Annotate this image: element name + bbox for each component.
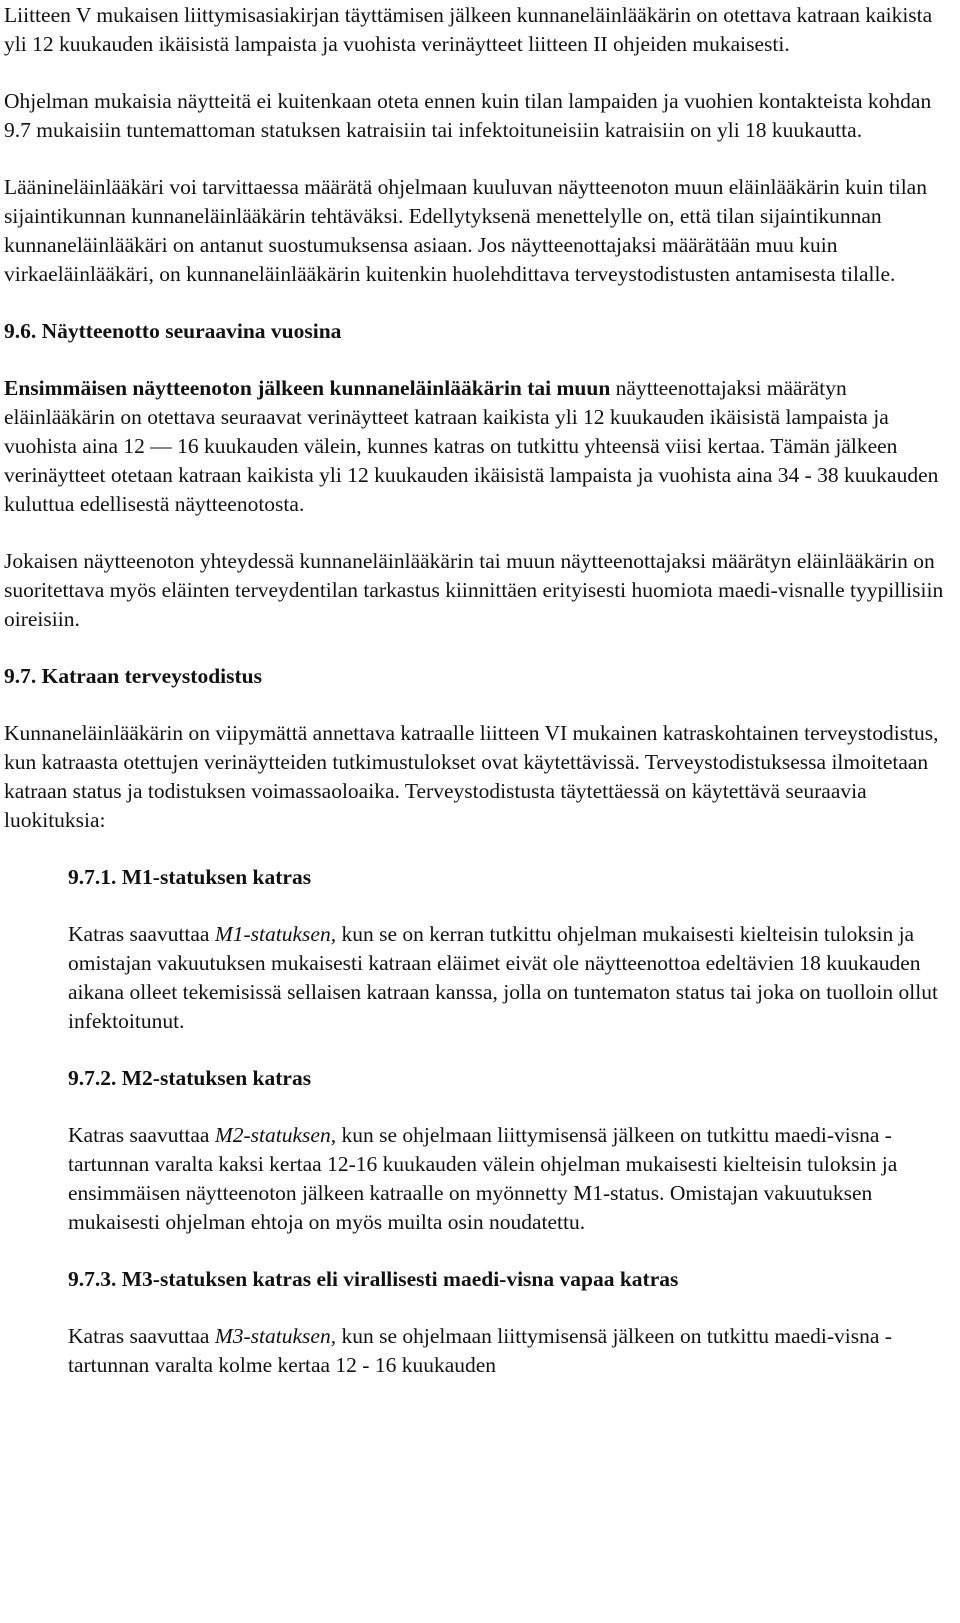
paragraph-provincial-vet: Läänineläinlääkäri voi tarvittaessa määrätä ohjelmaan kuuluvan näytteenoton muun eläinlääkärin kuin tilan sijaintikunnan kunnaneläinlääkärin tehtäväksi. Edellytyksenä menettelylle on, että tilan sijaintikunnan kunnaneläinlääkäri on antanut suostumuksensa asiaan. Jos näytteenottajaksi määrätään muu kuin virkaeläinlääkäri, on kunnaneläinlääkärin kuitenkin huolehdittava terveystodistusten antamisesta tilalle.	[4, 175, 927, 286]
paragraph-lead: Katras saavuttaa	[68, 1324, 215, 1348]
paragraph-body: kun se ohjelmaan liittymisensä jälkeen on tutkittu maedi-visna -tartunnan varalta kaksi kertaa 12-16 kuukauden välein ohjelman mukaisesti kielteisin tuloksin ja ensimmäisen näytteenoton jälkeen katraalle on myönnetty M1-status. Omistajan vakuutuksen mukaisesti ohjelman ehtoja on myös muilta osin noudatettu.	[68, 1123, 898, 1234]
paragraph-m2-status	[68, 1121, 949, 1237]
paragraph-health-certificate: Kunnaneläinlääkärin on viipymättä annettava katraalle liitteen VI mukainen katraskohtainen terveystodistus, kun katraasta otettujen verinäytteiden tutkimustulokset ovat käytettävissä. Terveystodistuksessa ilmoitetaan katraan status ja todistuksen voimassaoloaika. Terveystodistusta täytettäessä on käytettävä seuraavia luokituksia:	[4, 721, 939, 832]
paragraph-bold-lead: Ensimmäisen näytteenoton jälkeen kunnaneläinlääkärin tai muun	[4, 376, 611, 400]
paragraph-lead: Katras saavuttaa	[68, 922, 215, 946]
paragraph-body: näytteenottajaksi määrätyn eläinlääkärin on otettava seuraavat verinäytteet katraan kaikista yli 12 kuukauden ikäisistä lampaista ja vuohista aina 12 — 16 kuukauden välein, kunnes katras on tutkittu yhteensä viisi kertaa. Tämän jälkeen verinäytteet otetaan katraan kaikista yli 12 kuukauden ikäisistä lampaista ja vuohista aina 34 - 38 kuukauden kuluttua edellisestä näytteenotosta.	[4, 376, 939, 516]
paragraph-lead: Katras saavuttaa	[68, 1123, 215, 1147]
section-heading-9-7: 9.7. Katraan terveystodistus	[4, 664, 262, 688]
status-term-m1: M1-statuksen,	[214, 922, 337, 946]
paragraph-m3-status	[68, 1322, 949, 1380]
section-heading-9-7-2: 9.7.2. M2-statuksen katras	[68, 1066, 312, 1090]
status-term-m2: M2-statuksen,	[214, 1123, 337, 1147]
paragraph-m1-status	[68, 920, 949, 1036]
paragraph-following-years-sampling	[4, 374, 949, 519]
section-heading-9-7-3: 9.7.3. M3-statuksen katras eli virallisesti maedi-visna vapaa katras	[68, 1267, 679, 1291]
paragraph-body: kun se on kerran tutkittu ohjelman mukaisesti kielteisin tuloksin ja omistajan vakuutuksen mukaisesti katraan eläimet eivät ole näytteenottoa edeltävien 18 kuukauden aikana olleet tekemisissä sellaisen katraan kanssa, jolla on tuntematon status tai joka on tuolloin ollut infektoitunut.	[68, 922, 938, 1033]
status-term-m3: M3-statuksen,	[214, 1324, 337, 1348]
paragraph-body: kun se ohjelmaan liittymisensä jälkeen on tutkittu maedi-visna -tartunnan varalta kolme kertaa 12 - 16 kuukauden	[68, 1324, 892, 1377]
document-page	[4, 1, 949, 1408]
paragraph-health-inspection: Jokaisen näytteenoton yhteydessä kunnaneläinlääkärin tai muun näytteenottajaksi määrätyn eläinlääkärin on suoritettava myös eläinten terveydentilan tarkastus kiinnittäen erityisesti huomiota maedi-visnalle tyypillisiin oireisiin.	[4, 549, 944, 631]
paragraph-sampling-after-enrolment: Liitteen V mukaisen liittymisasiakirjan täyttämisen jälkeen kunnaneläinlääkärin on otettava katraan kaikista yli 12 kuukauden ikäisistä lampaista ja vuohista verinäytteet liitteen II ohjeiden mukaisesti.	[4, 3, 933, 56]
paragraph-contact-restriction: Ohjelman mukaisia näytteitä ei kuitenkaan oteta ennen kuin tilan lampaiden ja vuohien kontakteista kohdan 9.7 mukaisiin tuntemattoman statuksen katraisiin tai infektoituneisiin katraisiin on yli 18 kuukautta.	[4, 89, 932, 142]
section-heading-9-7-1: 9.7.1. M1-statuksen katras	[68, 865, 312, 889]
section-heading-9-6: 9.6. Näytteenotto seuraavina vuosina	[4, 319, 342, 343]
